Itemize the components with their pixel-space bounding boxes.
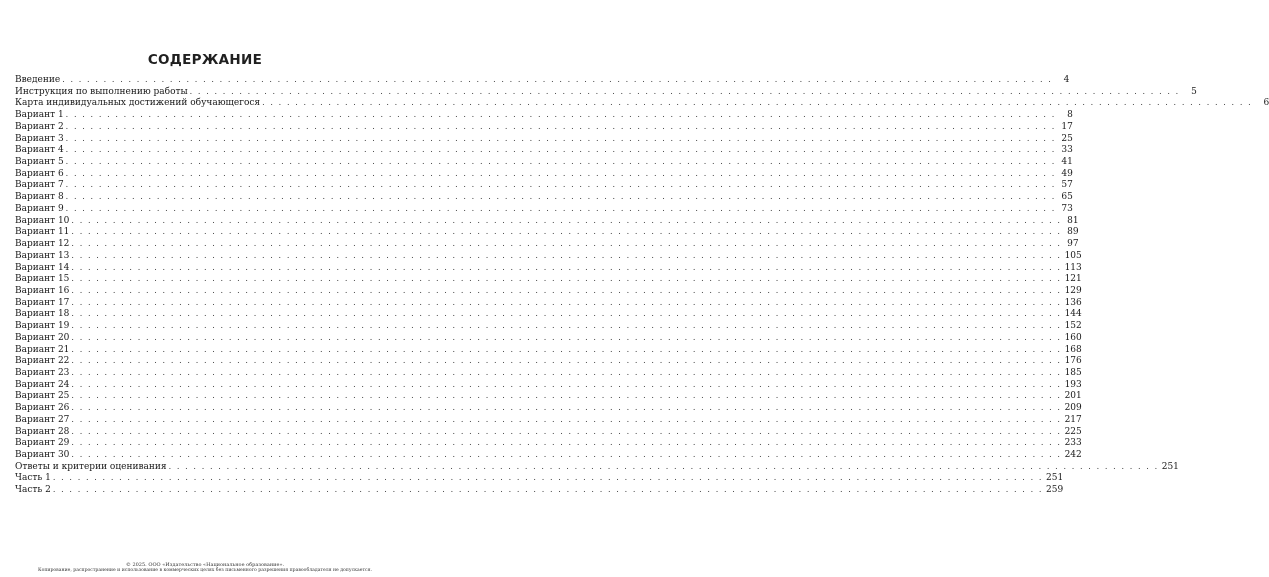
toc-entry[interactable]	[15, 273, 1082, 285]
toc-entry[interactable]	[15, 297, 1082, 309]
toc-entry-page: 49	[1061, 168, 1073, 179]
toc-entry-page: 73	[1061, 203, 1073, 214]
toc-entry-page: 251	[1046, 473, 1064, 484]
toc-leader-dots: . . . . . . . . . . . . . . . . . . . . . . . . . . . . . . . . . . . . . . . . . . . . . . . . . . . . . . . . . . . . . . . . . . . . . . . . . . . . . . . . . . . . . . . . . . . . . . . . . . . . . . . . . . . . . . . . . . . . . . . .	[71, 332, 1062, 342]
toc-entry-page: 17	[1061, 121, 1073, 132]
toc-leader-dots: . . . . . . . . . . . . . . . . . . . . . . . . . . . . . . . . . . . . . . . . . . . . . . . . . . . . . . . . . . . . . . . . . . . . . . . . . . . . . . . . . . . . . . . . . . . . . . . . . . . . . . . . . . . . . . . . . . . . . . . .	[262, 98, 1253, 108]
toc-entry[interactable]	[15, 191, 1073, 203]
toc-entry-page: 81	[1067, 215, 1079, 226]
toc-entry[interactable]	[15, 215, 1079, 227]
toc-entry[interactable]	[15, 472, 1064, 484]
toc-entry-page: 217	[1064, 414, 1082, 425]
toc-entry-label: Вариант 10	[15, 215, 70, 226]
toc-leader-dots: . . . . . . . . . . . . . . . . . . . . . . . . . . . . . . . . . . . . . . . . . . . . . . . . . . . . . . . . . . . . . . . . . . . . . . . . . . . . . . . . . . . . . . . . . . . . . . . . . . . . . . . . . . . . . . . . . . . . . . . .	[71, 321, 1062, 331]
toc-entry-label: Часть 1	[15, 473, 51, 484]
toc-entry-label: Вариант 26	[15, 403, 70, 414]
toc-entry-page: 144	[1064, 309, 1082, 320]
toc-entry-page: 129	[1064, 285, 1082, 296]
toc-leader-dots: . . . . . . . . . . . . . . . . . . . . . . . . . . . . . . . . . . . . . . . . . . . . . . . . . . . . . . . . . . . . . . . . . . . . . . . . . . . . . . . . . . . . . . . . . . . . . . . . . . . . . . . . . . . . . . . . . . . . . . . .	[71, 356, 1062, 366]
toc-entry[interactable]	[15, 285, 1082, 297]
toc-leader-dots: . . . . . . . . . . . . . . . . . . . . . . . . . . . . . . . . . . . . . . . . . . . . . . . . . . . . . . . . . . . . . . . . . . . . . . . . . . . . . . . . . . . . . . . . . . . . . . . . . . . . . . . . . . . . . . . . . . . . . . . .	[71, 274, 1062, 284]
toc-entry-label: Вариант 21	[15, 344, 70, 355]
toc-entry[interactable]	[15, 461, 1179, 473]
toc-entry-label: Вариант 1	[15, 110, 64, 121]
toc-leader-dots: . . . . . . . . . . . . . . . . . . . . . . . . . . . . . . . . . . . . . . . . . . . . . . . . . . . . . . . . . . . . . . . . . . . . . . . . . . . . . . . . . . . . . . . . . . . . . . . . . . . . . . . . . . . . . . . . . . . . . . . .	[71, 227, 1062, 237]
toc-leader-dots: . . . . . . . . . . . . . . . . . . . . . . . . . . . . . . . . . . . . . . . . . . . . . . . . . . . . . . . . . . . . . . . . . . . . . . . . . . . . . . . . . . . . . . . . . . . . . . . . . . . . . . . . . . . . . . . . . . . . . . . .	[65, 192, 1056, 202]
toc-entry[interactable]	[15, 86, 1197, 98]
toc-leader-dots: . . . . . . . . . . . . . . . . . . . . . . . . . . . . . . . . . . . . . . . . . . . . . . . . . . . . . . . . . . . . . . . . . . . . . . . . . . . . . . . . . . . . . . . . . . . . . . . . . . . . . . . . . . . . . . . . . . . . . . . .	[65, 110, 1056, 120]
toc-leader-dots: . . . . . . . . . . . . . . . . . . . . . . . . . . . . . . . . . . . . . . . . . . . . . . . . . . . . . . . . . . . . . . . . . . . . . . . . . . . . . . . . . . . . . . . . . . . . . . . . . . . . . . . . . . . . . . . . . . . . . . . .	[52, 473, 1044, 483]
toc-entry-page: 176	[1064, 356, 1082, 367]
toc-leader-dots: . . . . . . . . . . . . . . . . . . . . . . . . . . . . . . . . . . . . . . . . . . . . . . . . . . . . . . . . . . . . . . . . . . . . . . . . . . . . . . . . . . . . . . . . . . . . . . . . . . . . . . . . . . . . . . . . . . . . . . . .	[71, 297, 1062, 307]
toc-entry[interactable]	[15, 414, 1082, 426]
table-of-contents	[15, 74, 1269, 496]
toc-entry-label: Вариант 29	[15, 438, 70, 449]
toc-entry[interactable]	[15, 449, 1082, 461]
toc-entry-page: 136	[1064, 297, 1082, 308]
toc-entry-label: Вариант 22	[15, 356, 70, 367]
toc-entry-page: 225	[1064, 426, 1082, 437]
toc-entry-page: 41	[1061, 157, 1073, 168]
copyright-text: © 2025. ООО «Издательство «Национальное образование».	[125, 562, 285, 568]
toc-leader-dots: . . . . . . . . . . . . . . . . . . . . . . . . . . . . . . . . . . . . . . . . . . . . . . . . . . . . . . . . . . . . . . . . . . . . . . . . . . . . . . . . . . . . . . . . . . . . . . . . . . . . . . . . . . . . . . . . . . . . . . . .	[71, 414, 1062, 424]
toc-entry-label: Вариант 17	[15, 297, 70, 308]
toc-entry-label: Вариант 9	[15, 203, 64, 214]
toc-entry[interactable]	[15, 390, 1082, 402]
toc-entry-label: Карта индивидуальных достижений обучающегося	[15, 98, 261, 109]
toc-entry-page: 185	[1064, 367, 1082, 378]
toc-entry[interactable]	[15, 344, 1082, 356]
toc-entry-page: 242	[1064, 450, 1082, 460]
toc-entry-label: Вариант 18	[15, 309, 70, 320]
toc-leader-dots: . . . . . . . . . . . . . . . . . . . . . . . . . . . . . . . . . . . . . . . . . . . . . . . . . . . . . . . . . . . . . . . . . . . . . . . . . . . . . . . . . . . . . . . . . . . . . . . . . . . . . . . . . . . . . . . . . . . . . . . .	[71, 450, 1062, 459]
toc-entry[interactable]	[15, 133, 1073, 145]
toc-entry-label: Инструкция по выполнению работы	[15, 86, 188, 97]
toc-entry[interactable]	[15, 402, 1082, 414]
toc-entry-page: 233	[1064, 438, 1082, 449]
toc-entry-page: 89	[1067, 227, 1079, 238]
toc-entry-label: Вариант 7	[15, 180, 64, 191]
toc-leader-dots: . . . . . . . . . . . . . . . . . . . . . . . . . . . . . . . . . . . . . . . . . . . . . . . . . . . . . . . . . . . . . . . . . . . . . . . . . . . . . . . . . . . . . . . . . . . . . . . . . . . . . . . . . . . . . . . . . . . . . . . .	[65, 145, 1056, 155]
toc-entry-label: Вариант 19	[15, 321, 70, 332]
toc-entry-label: Вариант 13	[15, 250, 70, 261]
toc-leader-dots: . . . . . . . . . . . . . . . . . . . . . . . . . . . . . . . . . . . . . . . . . . . . . . . . . . . . . . . . . . . . . . . . . . . . . . . . . . . . . . . . . . . . . . . . . . . . . . . . . . . . . . . . . . . . . . . . . . . . . . . .	[189, 86, 1180, 96]
toc-entry-label: Введение	[15, 75, 61, 85]
toc-entry[interactable]	[15, 121, 1073, 133]
toc-entry[interactable]	[15, 168, 1073, 180]
toc-entry-label: Вариант 3	[15, 133, 64, 144]
toc-entry[interactable]	[15, 262, 1082, 274]
toc-entry[interactable]	[15, 367, 1082, 379]
toc-entry-label: Вариант 15	[15, 274, 70, 285]
toc-entry-page: 4	[1063, 75, 1070, 85]
toc-entry-label: Вариант 25	[15, 391, 70, 402]
toc-entry[interactable]	[15, 179, 1073, 191]
toc-entry-label: Вариант 2	[15, 121, 64, 132]
toc-entry-label: Вариант 5	[15, 157, 64, 168]
toc-entry-label: Вариант 6	[15, 168, 64, 179]
toc-entry-label: Вариант 14	[15, 262, 70, 273]
toc-entry[interactable]	[15, 238, 1079, 250]
toc-entry-page: 113	[1064, 262, 1082, 273]
toc-entry-label: Вариант 16	[15, 285, 70, 296]
toc-entry[interactable]	[15, 484, 1064, 496]
toc-leader-dots: . . . . . . . . . . . . . . . . . . . . . . . . . . . . . . . . . . . . . . . . . . . . . . . . . . . . . . . . . . . . . . . . . . . . . . . . . . . . . . . . . . . . . . . . . . . . . . . . . . . . . . . . . . . . . . . . . . . . . . . .	[71, 309, 1062, 319]
toc-entry-page: 201	[1064, 391, 1082, 402]
toc-entry-page: 25	[1061, 133, 1073, 144]
toc-entry-label: Вариант 12	[15, 239, 70, 250]
toc-entry-label: Вариант 23	[15, 367, 70, 378]
toc-entry-page: 65	[1061, 192, 1073, 203]
toc-entry-label: Вариант 4	[15, 145, 64, 156]
toc-leader-dots: . . . . . . . . . . . . . . . . . . . . . . . . . . . . . . . . . . . . . . . . . . . . . . . . . . . . . . . . . . . . . . . . . . . . . . . . . . . . . . . . . . . . . . . . . . . . . . . . . . . . . . . . . . . . . . . . . . . . . . . .	[71, 367, 1062, 377]
toc-entry[interactable]	[15, 74, 1070, 86]
toc-entry[interactable]	[15, 156, 1073, 168]
toc-entry-page: 152	[1064, 321, 1082, 332]
toc-leader-dots: . . . . . . . . . . . . . . . . . . . . . . . . . . . . . . . . . . . . . . . . . . . . . . . . . . . . . . . . . . . . . . . . . . . . . . . . . . . . . . . . . . . . . . . . . . . . . . . . . . . . . . . . . . . . . . . . . . . . . . . .	[71, 403, 1062, 413]
toc-leader-dots: . . . . . . . . . . . . . . . . . . . . . . . . . . . . . . . . . . . . . . . . . . . . . . . . . . . . . . . . . . . . . . . . . . . . . . . . . . . . . . . . . . . . . . . . . . . . . . . . . . . . . . . . . . . . . . . . . . . . . . . .	[71, 426, 1062, 436]
toc-leader-dots: . . . . . . . . . . . . . . . . . . . . . . . . . . . . . . . . . . . . . . . . . . . . . . . . . . . . . . . . . . . . . . . . . . . . . . . . . . . . . . . . . . . . . . . . . . . . . . . . . . . . . . . . . . . . . . . . . . . . . . . .	[168, 461, 1159, 471]
toc-leader-dots: . . . . . . . . . . . . . . . . . . . . . . . . . . . . . . . . . . . . . . . . . . . . . . . . . . . . . . . . . . . . . . . . . . . . . . . . . . . . . . . . . . . . . . . . . . . . . . . . . . . . . . . . . . . . . . . . . . . . . . . .	[52, 485, 1044, 495]
toc-entry[interactable]	[15, 97, 1269, 109]
toc-leader-dots: . . . . . . . . . . . . . . . . . . . . . . . . . . . . . . . . . . . . . . . . . . . . . . . . . . . . . . . . . . . . . . . . . . . . . . . . . . . . . . . . . . . . . . . . . . . . . . . . . . . . . . . . . . . . . . . . . . . . . . . .	[65, 133, 1056, 143]
toc-entry[interactable]	[15, 109, 1073, 121]
toc-leader-dots: . . . . . . . . . . . . . . . . . . . . . . . . . . . . . . . . . . . . . . . . . . . . . . . . . . . . . . . . . . . . . . . . . . . . . . . . . . . . . . . . . . . . . . . . . . . . . . . . . . . . . . . . . . . . . . . . . . . . . . . .	[65, 203, 1056, 213]
toc-entry-page: 251	[1161, 461, 1179, 472]
toc-entry-label: Часть 2	[15, 485, 51, 496]
toc-entry-page: 97	[1067, 239, 1079, 250]
toc-entry[interactable]	[15, 203, 1073, 215]
toc-entry[interactable]	[15, 355, 1082, 367]
toc-entry-page: 8	[1067, 110, 1073, 121]
toc-entry-page: 105	[1064, 250, 1082, 261]
toc-entry[interactable]	[15, 437, 1082, 449]
toc-leader-dots: . . . . . . . . . . . . . . . . . . . . . . . . . . . . . . . . . . . . . . . . . . . . . . . . . . . . . . . . . . . . . . . . . . . . . . . . . . . . . . . . . . . . . . . . . . . . . . . . . . . . . . . . . . . . . . . . . . . . . . . .	[71, 438, 1062, 448]
toc-leader-dots: . . . . . . . . . . . . . . . . . . . . . . . . . . . . . . . . . . . . . . . . . . . . . . . . . . . . . . . . . . . . . . . . . . . . . . . . . . . . . . . . . . . . . . . . . . . . . . . . . . . . . . . . . . . . . . . . . . . . . . . .	[65, 121, 1056, 131]
toc-leader-dots: . . . . . . . . . . . . . . . . . . . . . . . . . . . . . . . . . . . . . . . . . . . . . . . . . . . . . . . . . . . . . . . . . . . . . . . . . . . . . . . . . . . . . . . . . . . . . . . . . . . . . . . . . . . . . . . . . . . . . . . .	[71, 285, 1062, 295]
toc-entry-page: 209	[1064, 403, 1082, 414]
toc-entry[interactable]	[15, 144, 1073, 156]
page-title: СОДЕРЖАНИЕ	[147, 52, 263, 68]
toc-entry[interactable]	[15, 426, 1082, 438]
toc-leader-dots: . . . . . . . . . . . . . . . . . . . . . . . . . . . . . . . . . . . . . . . . . . . . . . . . . . . . . . . . . . . . . . . . . . . . . . . . . . . . . . . . . . . . . . . . . . . . . . . . . . . . . . . . . . . . . . . . . . . . . . . .	[65, 157, 1056, 167]
toc-entry-page: 193	[1064, 379, 1082, 390]
toc-entry[interactable]	[15, 250, 1082, 262]
toc-leader-dots: . . . . . . . . . . . . . . . . . . . . . . . . . . . . . . . . . . . . . . . . . . . . . . . . . . . . . . . . . . . . . . . . . . . . . . . . . . . . . . . . . . . . . . . . . . . . . . . . . . . . . . . . . . . . . . . . . . . . . . . .	[71, 262, 1062, 272]
toc-leader-dots: . . . . . . . . . . . . . . . . . . . . . . . . . . . . . . . . . . . . . . . . . . . . . . . . . . . . . . . . . . . . . . . . . . . . . . . . . . . . . . . . . . . . . . . . . . . . . . . . . . . . . . . . . . . . . . . . . . . . . . . .	[71, 250, 1062, 260]
toc-leader-dots: . . . . . . . . . . . . . . . . . . . . . . . . . . . . . . . . . . . . . . . . . . . . . . . . . . . . . . . . . . . . . . . . . . . . . . . . . . . . . . . . . . . . . . . . . . . . . . . . . . . . . . . . . . . . . . . . . . . . . . . .	[71, 344, 1062, 354]
toc-entry[interactable]	[15, 226, 1079, 238]
toc-entry-label: Вариант 20	[15, 332, 70, 343]
toc-entry-page: 33	[1061, 145, 1073, 156]
toc-entry[interactable]	[15, 379, 1082, 391]
toc-entry-page: 259	[1046, 485, 1064, 496]
toc-entry-page: 5	[1191, 86, 1197, 97]
toc-entry-page: 168	[1064, 344, 1082, 355]
toc-entry-page: 160	[1064, 332, 1082, 343]
toc-leader-dots: . . . . . . . . . . . . . . . . . . . . . . . . . . . . . . . . . . . . . . . . . . . . . . . . . . . . . . . . . . . . . . . . . . . . . . . . . . . . . . . . . . . . . . . . . . . . . . . . . . . . . . . . . . . . . . . . . . . . . . . .	[62, 75, 1053, 84]
toc-leader-dots: . . . . . . . . . . . . . . . . . . . . . . . . . . . . . . . . . . . . . . . . . . . . . . . . . . . . . . . . . . . . . . . . . . . . . . . . . . . . . . . . . . . . . . . . . . . . . . . . . . . . . . . . . . . . . . . . . . . . . . . .	[65, 180, 1056, 190]
toc-leader-dots: . . . . . . . . . . . . . . . . . . . . . . . . . . . . . . . . . . . . . . . . . . . . . . . . . . . . . . . . . . . . . . . . . . . . . . . . . . . . . . . . . . . . . . . . . . . . . . . . . . . . . . . . . . . . . . . . . . . . . . . .	[65, 168, 1056, 178]
toc-entry[interactable]	[15, 332, 1082, 344]
toc-entry-label: Вариант 24	[15, 379, 70, 390]
toc-entry-page: 57	[1061, 180, 1073, 191]
toc-entry-label: Вариант 27	[15, 414, 70, 425]
toc-leader-dots: . . . . . . . . . . . . . . . . . . . . . . . . . . . . . . . . . . . . . . . . . . . . . . . . . . . . . . . . . . . . . . . . . . . . . . . . . . . . . . . . . . . . . . . . . . . . . . . . . . . . . . . . . . . . . . . . . . . . . . . .	[71, 379, 1062, 389]
toc-leader-dots: . . . . . . . . . . . . . . . . . . . . . . . . . . . . . . . . . . . . . . . . . . . . . . . . . . . . . . . . . . . . . . . . . . . . . . . . . . . . . . . . . . . . . . . . . . . . . . . . . . . . . . . . . . . . . . . . . . . . . . . .	[71, 239, 1062, 249]
toc-entry-page: 6	[1263, 98, 1269, 109]
toc-entry-label: Вариант 8	[15, 192, 64, 203]
toc-entry[interactable]	[15, 320, 1082, 332]
toc-entry-label: Вариант 30	[15, 450, 70, 460]
copyright-notice: Копирование, распространение и использование в коммерческих целях без письменного разрешения правообладателя не допускается.	[38, 568, 372, 573]
toc-entry-label: Вариант 28	[15, 426, 70, 437]
toc-entry-label: Вариант 11	[15, 227, 70, 238]
toc-leader-dots: . . . . . . . . . . . . . . . . . . . . . . . . . . . . . . . . . . . . . . . . . . . . . . . . . . . . . . . . . . . . . . . . . . . . . . . . . . . . . . . . . . . . . . . . . . . . . . . . . . . . . . . . . . . . . . . . . . . . . . . .	[71, 215, 1062, 225]
toc-entry-page: 121	[1064, 274, 1082, 285]
toc-leader-dots: . . . . . . . . . . . . . . . . . . . . . . . . . . . . . . . . . . . . . . . . . . . . . . . . . . . . . . . . . . . . . . . . . . . . . . . . . . . . . . . . . . . . . . . . . . . . . . . . . . . . . . . . . . . . . . . . . . . . . . . .	[71, 391, 1062, 401]
toc-entry[interactable]	[15, 308, 1082, 320]
toc-entry-label: Ответы и критерии оценивания	[15, 461, 167, 472]
